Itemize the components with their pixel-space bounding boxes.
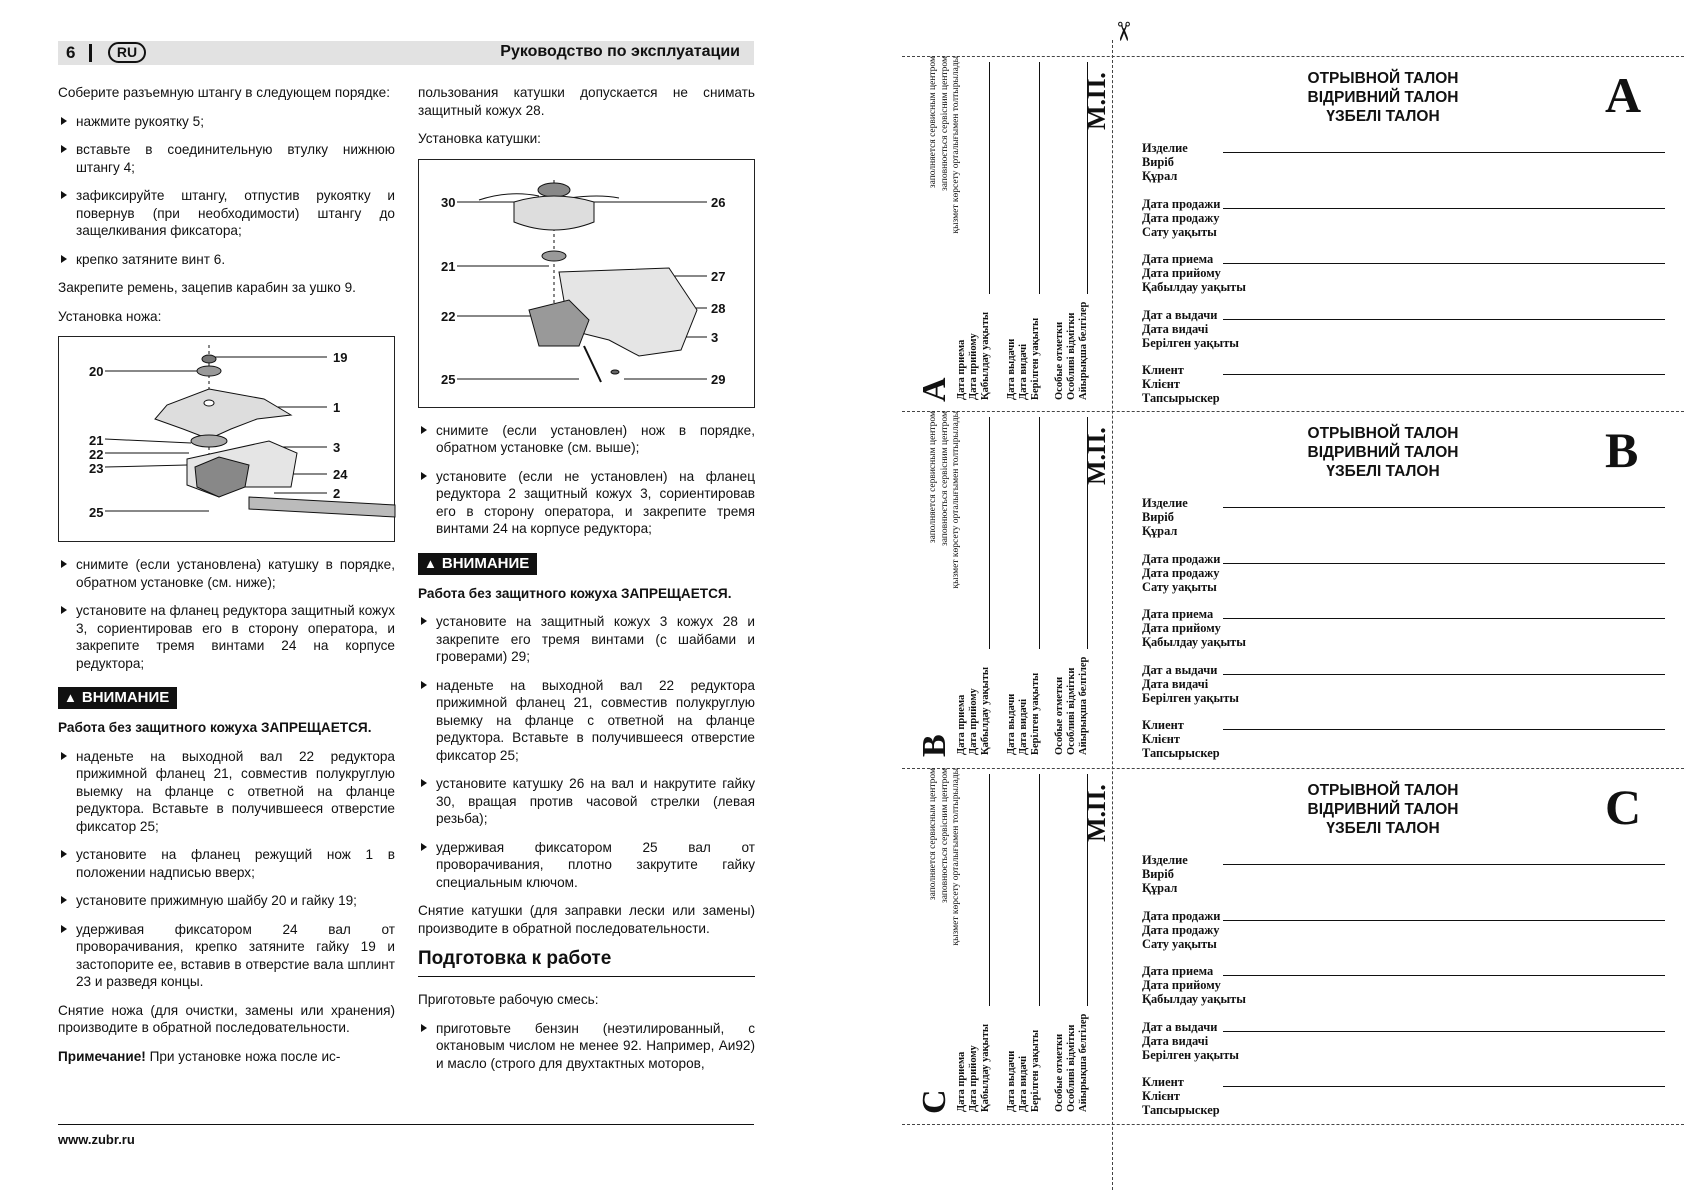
spool-knob — [538, 183, 570, 197]
figure-label: 1 — [333, 400, 341, 415]
coupon-field-line: Дата продажу — [1142, 922, 1220, 937]
stub-service-line: заповнюється сервісним центром — [939, 768, 950, 904]
stub-field-group — [956, 312, 992, 400]
figure-label: 21 — [89, 433, 104, 448]
stamp-placeholder: М.П. — [1082, 784, 1111, 842]
stub-field: Дата выдачи — [1006, 1050, 1017, 1112]
knife-illustration — [59, 337, 396, 543]
note-text: При установке ножа после ис- — [145, 1048, 341, 1064]
coupon-write-line — [1223, 208, 1665, 209]
coupon-field-line: Клієнт — [1142, 731, 1180, 746]
figure-label: 24 — [333, 467, 348, 482]
figure-label: 26 — [711, 194, 726, 210]
page-number: 6 — [66, 43, 76, 62]
coupon-title-line: ОТРЫВНОЙ ТАЛОН — [1307, 782, 1459, 799]
nut-shape — [202, 355, 216, 363]
stub-field-group — [1006, 673, 1042, 755]
stub-write-line — [989, 62, 990, 294]
list-item: установите на фланец редуктора защитный кожух 3, сориентировав его в сторону оператора, и закрепите тремя винтами 24 на корпусе редуктора; — [58, 602, 395, 672]
coupon-title-line: ОТРЫВНОЙ ТАЛОН — [1307, 70, 1459, 87]
coupon-write-line — [1223, 263, 1665, 264]
stub-field: Особливі відмітки — [1066, 1024, 1077, 1112]
spool-removal-text: Снятие катушки (для заправки лески или замены) производите в обратной последовательности. — [418, 903, 755, 936]
stub-service-note — [928, 768, 963, 988]
stub-field: Берілген уақыты — [1030, 317, 1041, 400]
stub-service-line: заповнюється сервісним центром — [939, 411, 950, 547]
figure-label: 3 — [711, 329, 719, 345]
footer-rule — [58, 1124, 754, 1125]
coupon-field-line: Дата приема — [1142, 252, 1214, 266]
removal-text: Снятие ножа (для очистки, замены или хранения) производите в обратной последовательности. — [58, 1002, 395, 1035]
coupon-field-line: Қабылдау уақыты — [1142, 279, 1246, 294]
coupon-field-line: Берілген уақыты — [1142, 690, 1239, 705]
coupon-write-line — [1223, 864, 1665, 865]
coupon-c — [1112, 768, 1684, 1123]
coupon-field-line: Тапсырыскер — [1142, 745, 1220, 760]
list-item: установите прижимную шайбу 20 и гайку 19; — [58, 892, 395, 910]
coupon-b — [1112, 411, 1684, 766]
coupon-field-line: Сату уақыты — [1142, 224, 1217, 239]
coupon-field-line: Виріб — [1142, 154, 1174, 169]
language-badge: RU — [108, 42, 146, 63]
coupon-field-line: Дат а выдачи — [1142, 308, 1218, 322]
coupon-write-line — [1223, 319, 1665, 320]
stub-field: Дата прийому — [968, 333, 979, 400]
stub-field: Дата выдачи — [1006, 338, 1017, 400]
coupon-field-line: Изделие — [1142, 853, 1188, 867]
stub-field-group — [1054, 302, 1090, 400]
stub-field: Берілген уақыты — [1030, 672, 1041, 755]
coupon-write-line — [1223, 618, 1665, 619]
coupon-field-line: Дат а выдачи — [1142, 1020, 1218, 1034]
coupon-field-line: Дат а выдачи — [1142, 663, 1218, 677]
coupon-field-label — [1142, 854, 1188, 895]
leader-line — [105, 439, 191, 443]
blade-shape — [155, 389, 291, 439]
list-item: снимите (если установлен) нож в порядке, обратном установке (см. выше); — [418, 422, 755, 457]
stub-service-line: қызмет көрсету орталығымен толтырылады — [951, 411, 961, 589]
stub-service-line: қызмет көрсету орталығымен толтырылады — [951, 768, 961, 946]
coupon-title-line: ВІДРИВНИЙ ТАЛОН — [1307, 801, 1459, 818]
stub-field: Айырықша белгілер — [1078, 301, 1089, 400]
stub-service-line: қызмет көрсету орталығымен толтырылады — [951, 56, 961, 234]
figure-label: 2 — [333, 486, 341, 501]
stub-field: Қабылдау уақыты — [980, 1023, 991, 1112]
stub-field-group — [1054, 1014, 1090, 1112]
coupon-field-label — [1142, 965, 1246, 1006]
stub-field: Дата приема — [956, 694, 967, 755]
coupon-field-line: Тапсырыскер — [1142, 1102, 1220, 1117]
stub-field: Айырықша белгілер — [1078, 656, 1089, 755]
assembly-intro: Соберите разъемную штангу в следующем порядке: — [58, 85, 390, 100]
coupon-field-line: Дата прийому — [1142, 977, 1221, 992]
warning-text: Работа без защитного кожуха ЗАПРЕЩАЕТСЯ. — [418, 585, 732, 601]
coupon-field-line: Клиент — [1142, 363, 1184, 377]
coupon-field-line: Клієнт — [1142, 376, 1180, 391]
left-column — [58, 84, 395, 1076]
spool-body — [514, 196, 594, 230]
leader-line — [105, 465, 187, 467]
stub-field-group — [956, 1024, 992, 1112]
coupon-letter: C — [1605, 779, 1642, 835]
stub-field: Дата приема — [956, 339, 967, 400]
coupon-field-line: Қабылдау уақыты — [1142, 991, 1246, 1006]
flange-shape — [191, 435, 227, 447]
figure-label: 25 — [441, 371, 456, 387]
stub-field: Особые отметки — [1054, 676, 1065, 755]
coupon-field-line: Дата продажи — [1142, 552, 1221, 566]
stub-write-line — [989, 417, 990, 649]
coupon-field-label — [1142, 309, 1239, 350]
list-item: крепко затяните винт 6. — [58, 251, 395, 269]
coupon-stub — [902, 768, 1112, 1123]
warning-label: ВНИМАНИЕ — [441, 554, 530, 572]
coupon-field-line: Құрал — [1142, 880, 1178, 895]
coupon-field-line: Дата продажи — [1142, 197, 1221, 211]
shaft-shape — [249, 497, 395, 517]
coupon-stub — [902, 56, 1112, 411]
coupon-field-label — [1142, 910, 1220, 951]
list-item: зафиксируйте штангу, отпустив рукоятку и повернув (при необходимости) штангу до защелкивания фиксатора; — [58, 187, 395, 240]
coupon-field-line: Дата прийому — [1142, 620, 1221, 635]
stub-field: Особливі відмітки — [1066, 312, 1077, 400]
warning-text: Работа без защитного кожуха ЗАПРЕЩАЕТСЯ. — [58, 720, 372, 735]
strap-text: Закрепите ремень, зацепив карабин за ушко 9. — [58, 280, 356, 295]
warning-label: ВНИМАНИЕ — [81, 689, 170, 706]
figure-label: 30 — [441, 194, 456, 210]
coupon-field-line: Виріб — [1142, 866, 1174, 881]
coupon-field-label — [1142, 664, 1239, 705]
coupon-field-label — [1142, 1076, 1220, 1117]
figure-label: 19 — [333, 350, 348, 365]
coupon-field-line: Берілген уақыты — [1142, 335, 1239, 350]
coupon-field-line: Сату уақыты — [1142, 579, 1217, 594]
stamp-placeholder: М.П. — [1082, 427, 1111, 485]
coupon-title-line: ҮЗБЕЛІ ТАЛОН — [1326, 820, 1440, 837]
coupon-title-line: ҮЗБЕЛІ ТАЛОН — [1326, 108, 1440, 125]
figure-label: 25 — [89, 505, 104, 520]
coupon-title-line: ОТРЫВНОЙ ТАЛОН — [1307, 425, 1459, 442]
screw-shape — [611, 370, 619, 374]
coupon-field-label — [1142, 142, 1188, 183]
coupon-write-line — [1223, 729, 1665, 730]
list-item: установите на защитный кожух 3 кожух 28 и закрепите его тремя винтами (с шайбами и гроверами) 29; — [418, 613, 755, 666]
coupon-field-line: Дата приема — [1142, 607, 1214, 621]
coupon-write-line — [1223, 920, 1665, 921]
figure-label: 21 — [441, 258, 456, 274]
stub-letter: B — [916, 734, 953, 757]
coupon-field-line: Дата видачі — [1142, 676, 1209, 691]
coupon-field-label — [1142, 1021, 1239, 1062]
stub-field: Дата приема — [956, 1051, 967, 1112]
figure-label: 20 — [89, 364, 104, 379]
list-item: установите на фланец режущий нож 1 в положении надписью вверх; — [58, 846, 395, 881]
stub-field-group — [1006, 318, 1042, 400]
figure-label: 22 — [441, 308, 456, 324]
coupon-field-line: Дата видачі — [1142, 321, 1209, 336]
warning-badge — [58, 687, 177, 709]
flange-shape — [542, 251, 566, 261]
section-title: Подготовка к работе — [418, 948, 755, 977]
coupon-write-line — [1223, 1031, 1665, 1032]
footer-url: www.zubr.ru — [58, 1132, 135, 1147]
warning-badge — [418, 553, 537, 575]
coupon-field-line: Дата продажу — [1142, 565, 1220, 580]
knife-figure — [58, 336, 395, 542]
coupon-field-line: Дата видачі — [1142, 1033, 1209, 1048]
list-item: наденьте на выходной вал 22 редуктора прижимной фланец 21, совместив полукруглую выемку на фланце с ответной на фланце редуктора. Вставьте в получившееся отверстие фиксатор 25; — [418, 677, 755, 765]
spool-illustration — [419, 160, 756, 409]
list-item: нажмите рукоятку 5; — [58, 113, 395, 131]
figure-label: 28 — [711, 300, 726, 316]
stub-field: Дата видачі — [1018, 698, 1029, 755]
continued-text: пользования катушки допускается не снимать защитный кожух 28. — [418, 85, 755, 118]
list-item: снимите (если установлена) катушку в порядке, обратном установке (см. ниже); — [58, 556, 395, 591]
coupon-write-line — [1223, 152, 1665, 153]
coupon-field-label — [1142, 608, 1246, 649]
coupon-field-line: Клієнт — [1142, 1088, 1180, 1103]
stub-field: Қабылдау уақыты — [980, 666, 991, 755]
stub-field: Дата выдачи — [1006, 693, 1017, 755]
stub-field-group — [956, 667, 992, 755]
stub-field: Қабылдау уақыты — [980, 311, 991, 400]
locking-pin — [584, 346, 601, 382]
stub-service-line: заповнюється сервісним центром — [939, 56, 950, 192]
list-item: приготовьте бензин (неэтилированный, с октановым числом не менее 92. Например, Аи92) и масло (строго для двухтактных моторов, — [418, 1020, 755, 1073]
spool-figure — [418, 159, 755, 408]
stub-write-line — [1039, 62, 1040, 294]
coupon-stub — [902, 411, 1112, 766]
coupon-field-line: Клиент — [1142, 718, 1184, 732]
coupon-write-line — [1223, 374, 1665, 375]
stub-write-line — [1039, 417, 1040, 649]
coupon-write-line — [1223, 674, 1665, 675]
list-item: удерживая фиксатором 25 вал от проворачивания, плотно закрутите гайку специальным ключом. — [418, 839, 755, 892]
stub-field: Дата видачі — [1018, 1055, 1029, 1112]
stub-field: Особые отметки — [1054, 1033, 1065, 1112]
coupon-field-line: Изделие — [1142, 496, 1188, 510]
stub-service-line: заполняется сервисным центром — [928, 411, 938, 544]
stub-field-group — [1006, 1030, 1042, 1112]
stub-field: Особливі відмітки — [1066, 667, 1077, 755]
knife-title: Установка ножа: — [58, 308, 162, 324]
coupon-field-label — [1142, 253, 1246, 294]
figure-label: 23 — [89, 461, 104, 476]
coupon-write-line — [1223, 975, 1665, 976]
stamp-placeholder: М.П. — [1082, 72, 1111, 130]
coupon-title-line: ҮЗБЕЛІ ТАЛОН — [1326, 463, 1440, 480]
coupon-field-line: Құрал — [1142, 168, 1178, 183]
coupon-field-label — [1142, 553, 1220, 594]
coupon-field-label — [1142, 497, 1188, 538]
warning-icon: ▲ — [424, 555, 437, 571]
spool-title: Установка катушки: — [418, 131, 541, 146]
warning-icon: ▲ — [64, 690, 77, 705]
coupon-field-line: Тапсырыскер — [1142, 390, 1220, 405]
coupon-field-line: Дата приема — [1142, 964, 1214, 978]
list-item: наденьте на выходной вал 22 редуктора прижимной фланец 21, совместив полукруглую выемку на фланце с ответной на фланце редуктора. Вставьте в получившееся отверстие фиксатор 25; — [58, 748, 395, 836]
stub-field: Дата прийому — [968, 688, 979, 755]
coupon-letter: A — [1605, 67, 1642, 123]
header-divider — [89, 44, 92, 62]
figure-label: 22 — [89, 447, 104, 462]
coupon-write-line — [1223, 1086, 1665, 1087]
stub-letter: A — [916, 377, 953, 402]
coupon-title-line: ВІДРИВНИЙ ТАЛОН — [1307, 444, 1459, 461]
right-column — [418, 84, 755, 1083]
list-item: установите катушку 26 на вал и накрутите гайку 30, вращая против часовой стрелки (левая резьба); — [418, 775, 755, 828]
coupon-write-line — [1223, 563, 1665, 564]
figure-label: 27 — [711, 268, 726, 284]
stub-service-note — [928, 56, 963, 276]
blade-hole — [204, 400, 214, 406]
coupon-field-line: Изделие — [1142, 141, 1188, 155]
stub-service-note — [928, 411, 963, 631]
stub-service-line: заполняется сервисным центром — [928, 768, 938, 901]
coupon-field-line: Дата продажи — [1142, 909, 1221, 923]
prep-intro: Приготовьте рабочую смесь: — [418, 992, 599, 1007]
stub-field: Особые отметки — [1054, 321, 1065, 400]
scissors-icon: ✂ — [1108, 20, 1139, 43]
stub-field: Берілген уақыты — [1030, 1029, 1041, 1112]
list-item: вставьте в соединительную втулку нижнюю штангу 4; — [58, 141, 395, 176]
coupon-field-line: Құрал — [1142, 523, 1178, 538]
stub-field-group — [1054, 657, 1090, 755]
stub-field: Дата прийому — [968, 1045, 979, 1112]
note-paragraph — [58, 1048, 395, 1066]
coupon-field-label — [1142, 364, 1220, 405]
coupon-field-label — [1142, 198, 1220, 239]
coupon-field-line: Дата продажу — [1142, 210, 1220, 225]
washer-shape — [197, 366, 221, 376]
coupon-field-line: Берілген уақыты — [1142, 1047, 1239, 1062]
coupon-field-line: Қабылдау уақыты — [1142, 634, 1246, 649]
coupon-title-line: ВІДРИВНИЙ ТАЛОН — [1307, 89, 1459, 106]
note-label: Примечание! — [58, 1048, 146, 1064]
coupon-field-line: Клиент — [1142, 1075, 1184, 1089]
header-title: Руководство по эксплуатации — [500, 43, 740, 60]
cut-line — [902, 1124, 1684, 1125]
coupon-letter: B — [1605, 422, 1639, 478]
stub-write-line — [1039, 774, 1040, 1006]
figure-label: 3 — [333, 440, 341, 455]
stub-field: Айырықша белгілер — [1078, 1013, 1089, 1112]
coupon-write-line — [1223, 507, 1665, 508]
list-item: установите (если не установлен) на фланец редуктора 2 защитный кожух 3, сориентировав его в сторону оператора, и закрепите тремя винтами 24 на корпусе редуктора; — [418, 468, 755, 538]
coupon-field-label — [1142, 719, 1220, 760]
stub-field: Дата видачі — [1018, 343, 1029, 400]
coupon-field-line: Виріб — [1142, 509, 1174, 524]
list-item: удерживая фиксатором 24 вал от проворачивания, крепко затяните гайку 19 и застопорите ее, вставив в отверстие вала шплинт 23 и разведя концы. — [58, 921, 395, 991]
figure-label: 29 — [711, 371, 726, 387]
stub-letter: C — [916, 1089, 953, 1114]
coupon-field-line: Дата прийому — [1142, 265, 1221, 280]
stub-write-line — [989, 774, 990, 1006]
coupon-a — [1112, 56, 1684, 411]
coupon-field-line: Сату уақыты — [1142, 936, 1217, 951]
stub-service-line: заполняется сервисным центром — [928, 56, 938, 189]
